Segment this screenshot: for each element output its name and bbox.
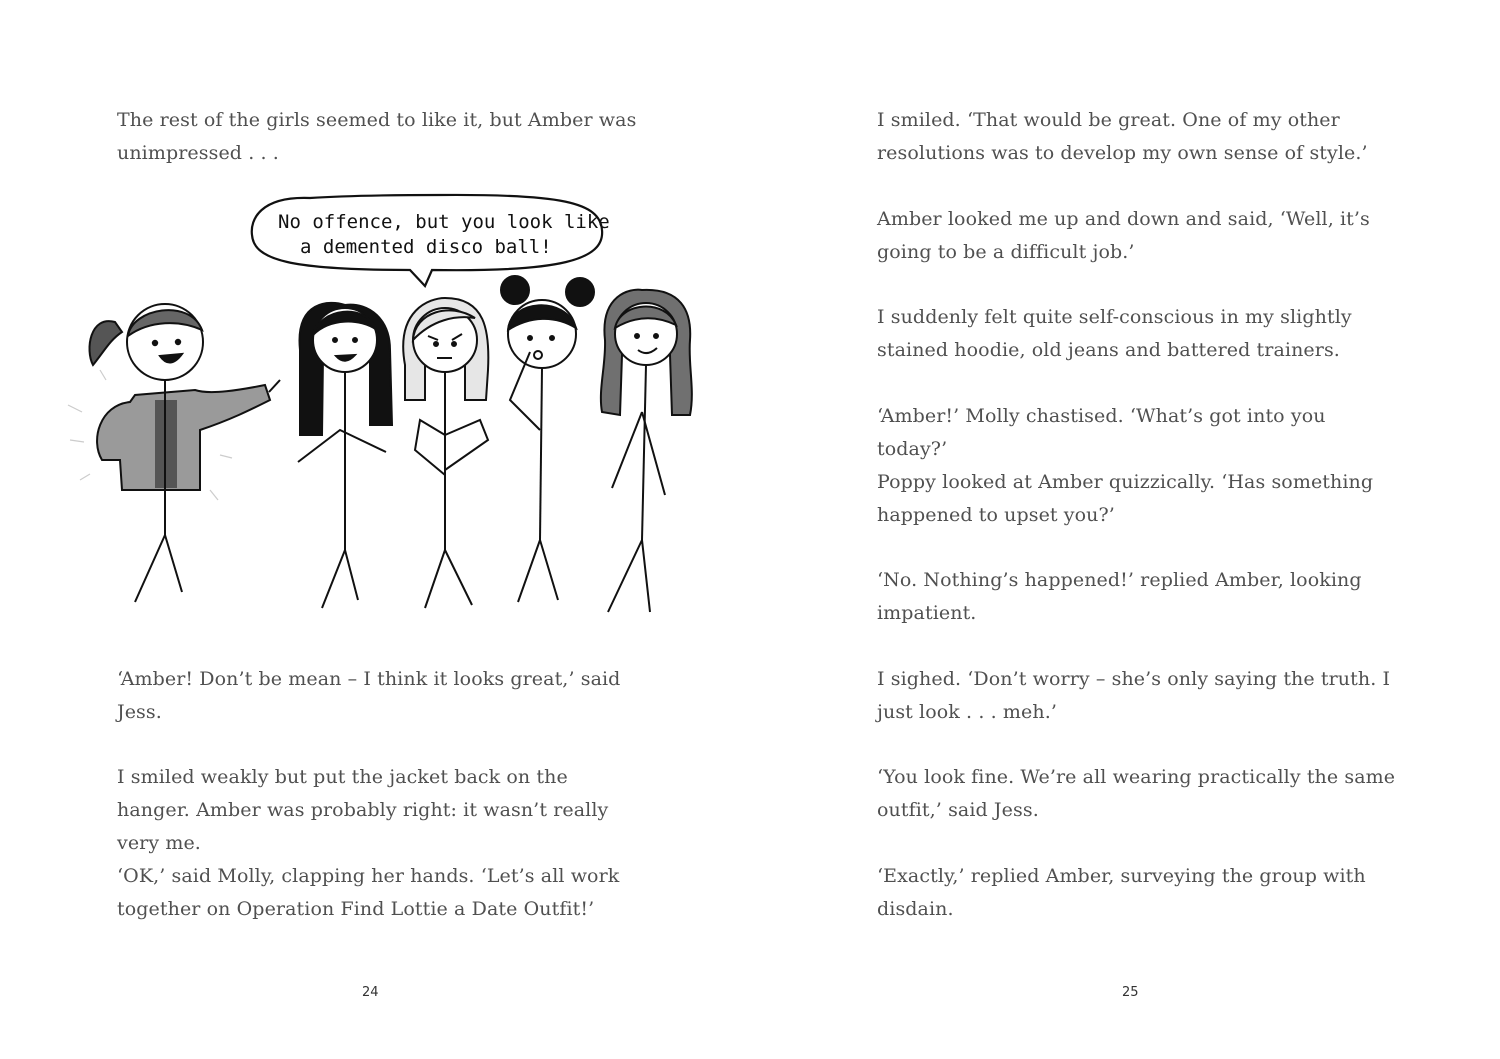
paragraph: ‘Amber!’ Molly chastised. ‘What’s got into you today?’	[877, 405, 1326, 460]
paragraph: Amber looked me up and down and said, ‘Well, it’s going to be a difficult job.’	[877, 208, 1370, 263]
paragraph: I suddenly felt quite self-conscious in my slightly stained hoodie, old jeans and battered trainers.	[877, 306, 1352, 361]
page-number: 25	[1122, 985, 1139, 1000]
paragraph: The rest of the girls seemed to like it, but Amber was unimpressed . . .	[117, 109, 637, 164]
paragraph: ‘You look fine. We’re all wearing practically the same outfit,’ said Jess.	[877, 766, 1396, 821]
right-page	[750, 0, 1500, 1059]
figure-amber	[403, 298, 488, 608]
paragraph: ‘Exactly,’ replied Amber, surveying the group with disdain.	[877, 865, 1366, 920]
paragraph: I smiled weakly but put the jacket back on the hanger. Amber was probably right: it wasn’t really very me.	[117, 766, 609, 854]
paragraph: Poppy looked at Amber quizzically. ‘Has something happened to upset you?’	[877, 471, 1374, 526]
paragraph: I sighed. ‘Don’t worry – she’s only saying the truth. I just look . . . meh.’	[877, 668, 1391, 723]
paragraph: ‘OK,’ said Molly, clapping her hands. ‘Let’s all work together on Operation Find Lottie a Date Outfit!’	[117, 865, 620, 920]
page-number: 24	[362, 985, 379, 1000]
speech-line-1: No offence, but you look like	[278, 211, 610, 233]
figure-poppy	[501, 276, 594, 602]
stick-figure-illustration	[60, 190, 710, 620]
speech-bubble	[252, 195, 610, 286]
figure-lottie	[68, 304, 280, 602]
paragraph: ‘Amber! Don’t be mean – I think it looks great,’ said Jess.	[117, 668, 621, 723]
speech-line-2: a demented disco ball!	[300, 236, 552, 258]
paragraph: ‘No. Nothing’s happened!’ replied Amber, looking impatient.	[877, 569, 1362, 624]
figure-molly	[601, 290, 692, 612]
figure-jess	[298, 303, 392, 608]
paragraph: I smiled. ‘That would be great. One of my other resolutions was to develop my own sense of style.’	[877, 109, 1368, 164]
